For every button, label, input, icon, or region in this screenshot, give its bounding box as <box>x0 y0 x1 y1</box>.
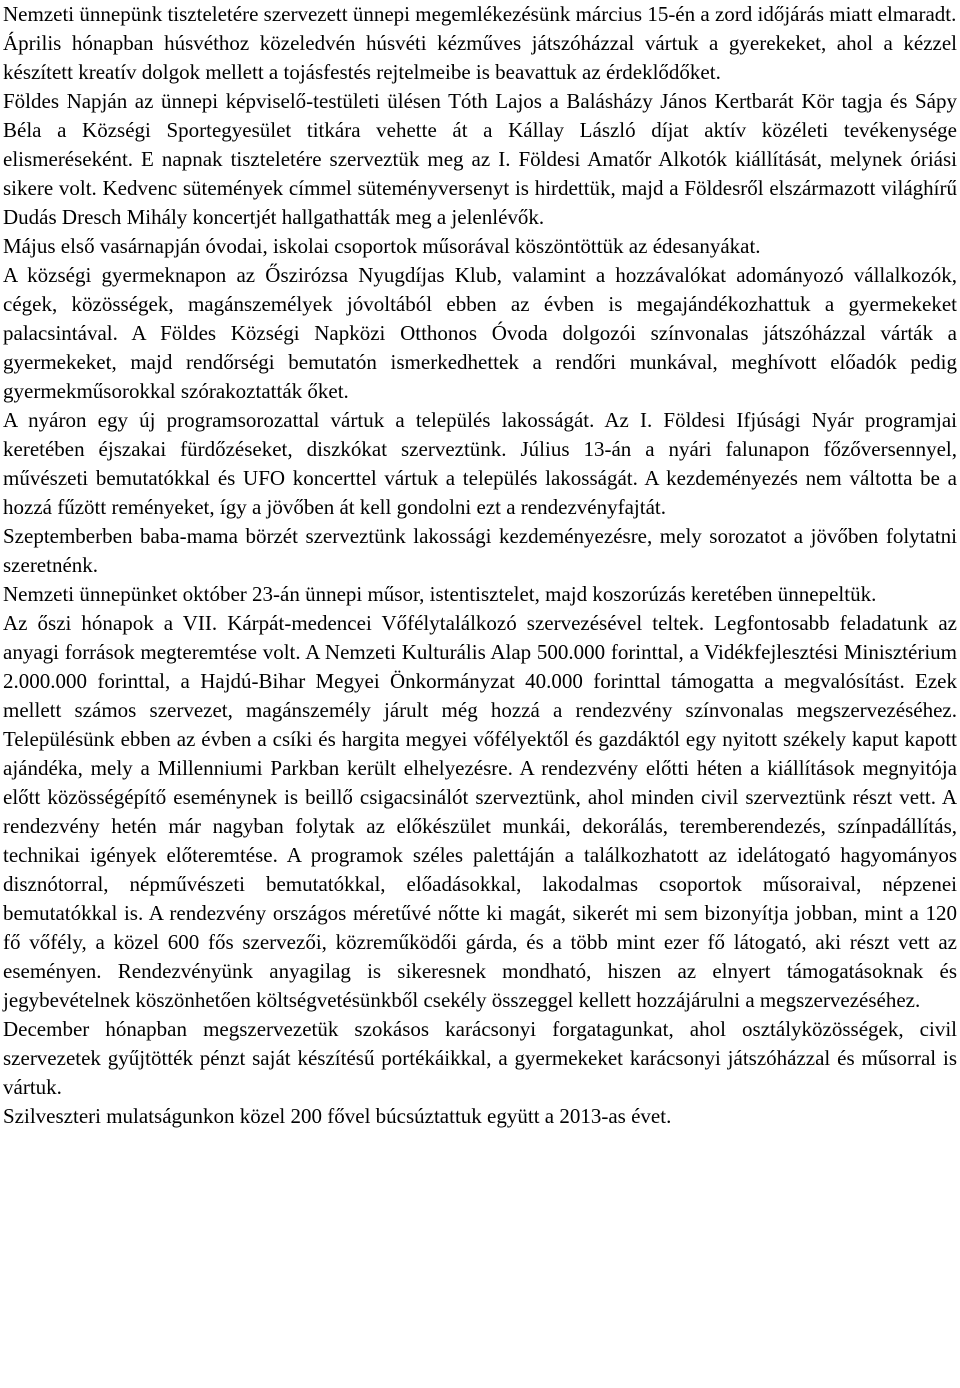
paragraph-mothers-day: Május első vasárnapján óvodai, iskolai csoportok műsorával köszöntöttük az édesanyákat. <box>3 234 761 258</box>
paragraph-foldes-day: Földes Napján az ünnepi képviselő-testületi ülésen Tóth Lajos a Balásházy János Kertbarát Kör tagja és Sápy Béla a Községi Sportegyesület titkára vehette át a Kállay László díjat aktív közéleti tevékenysége elismeréseként. E napnak tiszteletére szerveztük meg az I. Földesi Amatőr Alkotók kiállítását, melynek óriási sikere volt. Kedvenc sütemények címmel süteményversenyt is hirdettük, majd a Földesről elszármazott világhírű Dudás Dresch Mihály koncertjét hallgathatták meg a jelenlévők. <box>3 89 957 229</box>
paragraph-december: December hónapban megszervezetük szokásos karácsonyi forgatagunkat, ahol osztályközösségek, civil szervezetek gyűjtötték pénzt saját készítésű portékáikkal, a gyermekeket karácsonyi játszóházzal és műsorral is vártuk. <box>3 1017 957 1099</box>
paragraph-summer: A nyáron egy új programsorozattal vártuk a település lakosságát. Az I. Földesi Ifjúsági Nyár programjai keretében éjszakai fürdőzéseket, diszkókat szerveztünk. Július 13-án a nyári falunapon főzőversennyel, művészeti bemutatókkal és UFO koncerttel vártuk a település lakosságát. A kezdeményezés nem váltotta be a hozzá fűzött reményeket, így a jövőben át kell gondolni ezt a rendezvényfajtát. <box>3 408 957 519</box>
paragraph-march-15: Nemzeti ünnepünk tiszteletére szervezett ünnepi megemlékezésünk március 15-én a zord időjárás miatt elmaradt. <box>3 2 957 26</box>
paragraph-easter: Április hónapban húsvéthoz közeledvén húsvéti kézműves játszóházzal vártuk a gyerekeket, ahol a kézzel készített kreatív dolgok mellett a tojásfestés rejtelmeibe is beavattuk az érdeklődőket. <box>3 31 957 84</box>
paragraph-autumn-voefely: Az őszi hónapok a VII. Kárpát-medencei Vőfélytalálkozó szervezésével teltek. Legfontosabb feladatunk az anyagi források megteremtése volt. A Nemzeti Kulturális Alap 500.000 forinttal, a Vidékfejlesztési Minisztérium 2.000.000 forinttal, a Hajdú-Bihar Megyei Önkormányzat 40.000 forinttal támogatta a megvalósítást. Ezek mellett számos szervezet, magánszemély járult még hozzá a rendezvény színvonalas megszervezéséhez. Településünk ebben az évben a csíki és hargita megyei vőfélyektől és gazdáktól egy nyitott székely kaput kapott ajándéka, mely a Millenniumi Parkban került elhelyezésre. A rendezvény előtti héten a kiállítások megnyitója előtt közösségépítő eseménynek is beillő csigacsinálót szerveztünk, ahol minden civil szerveztünk részt vett. A rendezvény hetén már nagyban folytak az előkészület munkái, dekorálás, teremberendezés, színpadállítás, technikai igények előteremtése. A programok széles palettáján a találkozhatott az idelátogató hagyományos disznótorral, népművészeti bemutatókkal, előadásokkal, lakodalmas csoportok műsoraival, népzenei bemutatókkal is. A rendezvény országos méretűvé nőtte ki magát, sikerét mi sem bizonyítja jobban, mint a 120 fő vőfély, a közel 600 fős szervezői, közreműködői gárda, és a több mint ezer fő látogató, aki részt vett az eseményen. Rendezvényünk anyagilag is sikeresnek mondható, hiszen az elnyert támogatásoknak és jegybevételnek köszönhetően költségvetésünkből csekély összeggel kellett hozzájárulni a megszervezéséhez. <box>3 611 957 1012</box>
paragraph-childrens-day: A községi gyermeknapon az Őszirózsa Nyugdíjas Klub, valamint a hozzávalókat adományozó vállalkozók, cégek, közösségek, magánszemélyek jóvoltából ebben az évben is megajándékozhattuk a gyermekeket palacsintával. A Földes Községi Napközi Otthonos Óvoda dolgozói színvonalas játszóházzal várták a gyermekeket, majd rendőrségi bemutatón ismerkedhettek a rendőri munkával, meghívott előadók pedig gyermekműsorokkal szórakoztatták őket. <box>3 263 957 403</box>
paragraph-october-23: Nemzeti ünnepünket október 23-án ünnepi műsor, istentisztelet, majd koszorúzás keretében ünnepeltük. <box>3 582 877 606</box>
paragraph-new-years-eve: Szilveszteri mulatságunkon közel 200 fővel búcsúztattuk együtt a 2013-as évet. <box>3 1104 672 1128</box>
paragraph-september: Szeptemberben baba-mama börzét szerveztünk lakossági kezdeményezésre, mely sorozatot a jövőben folytatni szeretnénk. <box>3 524 957 577</box>
